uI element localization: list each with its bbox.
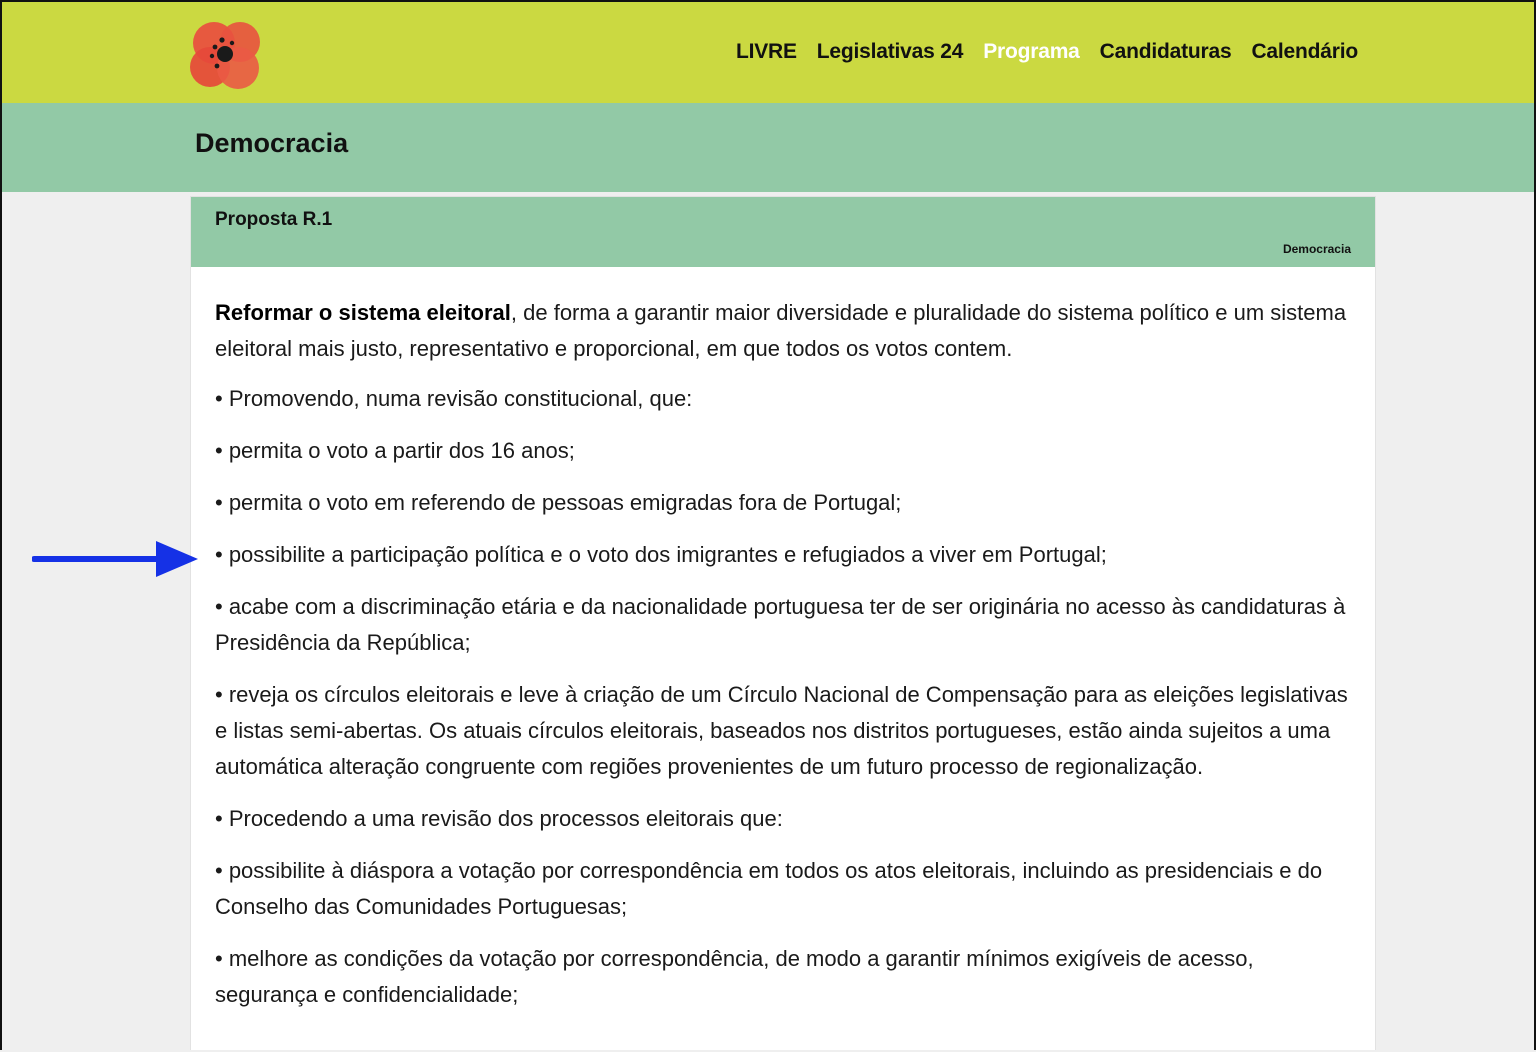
list-item: • Procedendo a uma revisão dos processos eleitorais que: (215, 806, 783, 831)
right-arrow-annotation-icon (32, 537, 202, 581)
site-header (2, 2, 1534, 103)
list-item: • possibilite à diáspora a votação por correspondência em todos os atos eleitorais, incluindo as presidenciais e do Conselho das Comunidades Portuguesas; (215, 858, 1323, 919)
nav-item-livre[interactable]: LIVRE (735, 40, 797, 63)
list-item: • permita o voto em referendo de pessoas emigradas fora de Portugal; (215, 490, 902, 515)
nav-item-candidaturas[interactable]: Candidaturas (1099, 40, 1232, 63)
proposal-intro (215, 295, 1351, 367)
proposal-category-tag[interactable]: Democracia (1282, 242, 1351, 256)
poppy-logo-icon[interactable] (188, 16, 266, 94)
list-item: • possibilite a participação política e o voto dos imigrantes e refugiados a viver em Portugal; (215, 542, 1107, 567)
list-item: • acabe com a discriminação etária e da nacionalidade portuguesa ter de ser originária no acesso às candidaturas à Presidência da República; (215, 594, 1346, 655)
proposal-intro-bold: Reformar o sistema eleitoral (215, 300, 511, 325)
nav-item-legislativas-24[interactable]: Legislativas 24 (816, 40, 964, 63)
proposal-title: Proposta R.1 (215, 209, 333, 230)
main-nav (736, 40, 1358, 64)
proposal-card (190, 196, 1376, 1050)
list-item: • permita o voto a partir dos 16 anos; (215, 438, 575, 463)
page-title: Democracia (195, 128, 349, 158)
nav-item-programa[interactable]: Programa (983, 40, 1080, 63)
list-item: • reveja os círculos eleitorais e leve à criação de um Círculo Nacional de Compensação para as eleições legislativas e listas semi-abertas. Os atuais círculos eleitorais, baseados nos distritos portugueses, estão ainda sujeitos a uma automática alteração congruente com regiões provenientes de um futuro processo de regionalização. (215, 682, 1348, 779)
proposal-intro-text: , de forma a garantir maior diversidade e pluralidade do sistema político e um sistema eleitoral mais justo, representativo e proporcional, em que todos os votos contem. (215, 300, 1347, 361)
list-item: • melhore as condições da votação por correspondência, de modo a garantir mínimos exigíveis de acesso, segurança e confidencialidade; (215, 946, 1254, 1007)
list-item: • Promovendo, numa revisão constitucional, que: (215, 386, 693, 411)
proposal-body (191, 267, 1375, 1013)
nav-item-calendario[interactable]: Calendário (1251, 40, 1358, 63)
proposal-card-header (191, 197, 1375, 267)
